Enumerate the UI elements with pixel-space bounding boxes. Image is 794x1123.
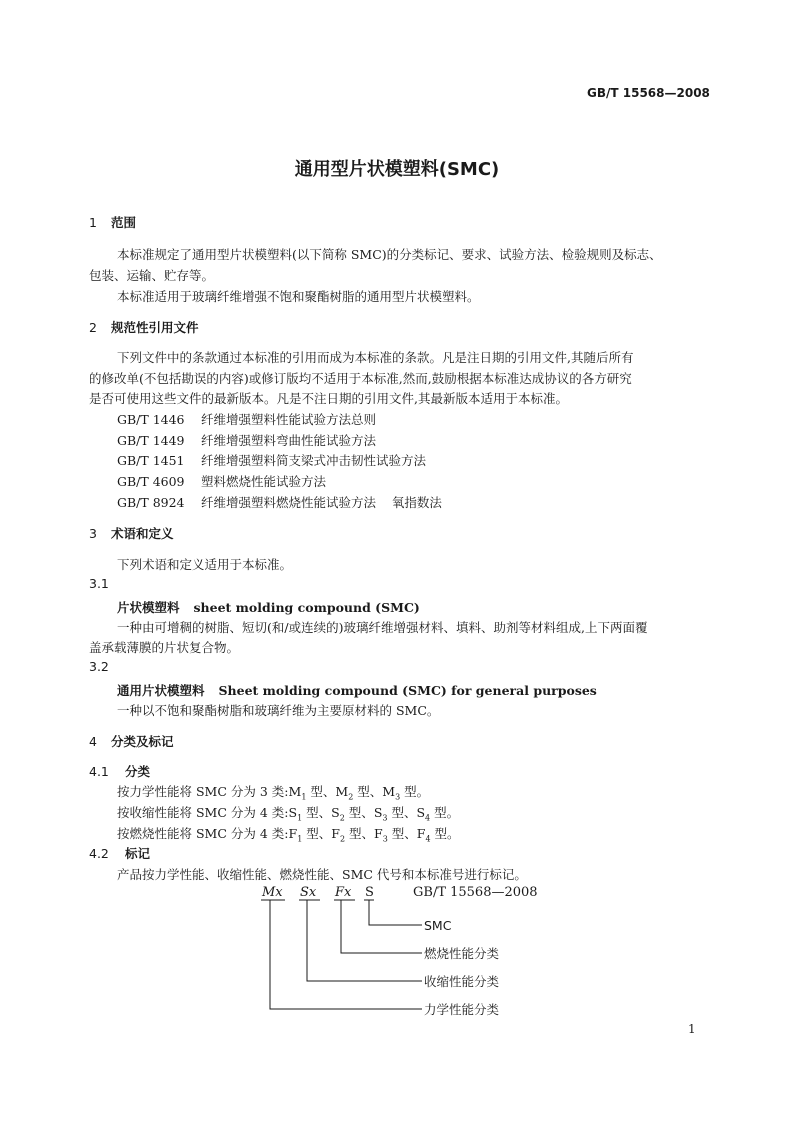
paragraph-line: 包装、运输、贮存等。 [89,268,215,283]
type-sep: 型、 [387,826,417,841]
term-number: 3.1 [89,576,109,591]
reference-title: 纤维增强塑料弯曲性能试验方法 [201,433,377,448]
type-letter: S [288,805,298,820]
type-letter: F [374,826,383,841]
code-s: Sx [300,885,317,900]
type-index: 1 [297,813,303,823]
type-sep: 型、 [306,784,336,799]
reference-title: 纤维增强塑料简支梁式冲击韧性试验方法 [201,453,427,468]
section-title: 分类 [125,764,151,779]
section-title: 分类及标记 [111,734,174,749]
reference-code: GB/T 8924 [117,495,185,510]
page-number: 1 [688,1022,696,1036]
label-fire: 燃烧性能分类 [424,946,500,961]
label-shrink: 收缩性能分类 [424,974,500,989]
type-index: 1 [301,792,307,802]
type-letter: S [373,805,383,820]
reference-title: 纤维增强塑料燃烧性能试验方法 氧指数法 [201,495,442,510]
type-index: 2 [348,792,354,802]
diagram-standard: GB/T 15568—2008 [413,885,538,900]
type-index: 3 [382,813,388,823]
paragraph-line: 的修改单(不包括勘误的内容)或修订版均不适用于本标准,然而,鼓励根据本标准达成协议的各方研究 [89,371,632,386]
paragraph-line: 下列术语和定义适用于本标准。 [117,557,293,572]
type-index: 2 [339,813,345,823]
type-sep: 型、 [302,805,332,820]
section-number: 3 [89,526,97,541]
paragraph-line: 产品按力学性能、收缩性能、燃烧性能、SMC 代号和本标准号进行标记。 [117,867,527,882]
leader-fire [341,900,422,953]
type-sep: 型。 [400,784,430,799]
section-number: 4.1 [89,764,109,779]
type-index: 3 [395,792,401,802]
section-title: 规范性引用文件 [111,320,199,335]
paragraph-line: 本标准适用于玻璃纤维增强不饱和聚酯树脂的通用型片状模塑料。 [117,289,480,304]
classification-prefix: 按收缩性能将 SMC 分为 4 类: [117,805,289,820]
type-sep: 型。 [430,805,460,820]
paragraph-line: 本标准规定了通用型片状模塑料(以下简称 SMC)的分类标记、要求、试验方法、检验规则及标志、 [117,247,662,262]
type-sep: 型、 [387,805,417,820]
paragraph-line: 下列文件中的条款通过本标准的引用而成为本标准的条款。凡是注日期的引用文件,其随后所有 [117,350,634,365]
term-english: sheet molding compound (SMC) [193,600,420,615]
section-title: 术语和定义 [111,526,174,541]
type-index: 2 [339,834,346,844]
type-sep: 型、 [345,826,375,841]
type-letter: M [382,784,396,799]
type-letter: M [288,784,302,799]
section-number: 2 [89,320,97,335]
term-chinese: 片状模塑料 [117,600,180,615]
type-letter: F [288,826,298,841]
reference-code: GB/T 4609 [117,474,185,489]
code-smc: S [365,885,374,900]
section-number: 1 [89,215,97,230]
type-sep: 型、 [353,784,383,799]
label-mech: 力学性能分类 [424,1002,500,1017]
section-number: 4 [89,734,97,749]
type-index: 4 [425,834,431,844]
paragraph-line: 一种以不饱和聚酯树脂和玻璃纤维为主要原材料的 SMC。 [117,703,440,718]
type-letter: S [331,805,340,820]
section-number: 4.2 [89,846,109,861]
classification-prefix: 按力学性能将 SMC 分为 3 类: [117,784,289,799]
type-sep: 型、 [344,805,374,820]
code-f: Fx [335,885,352,900]
reference-code: GB/T 1446 [117,412,185,427]
type-letter: M [335,784,349,799]
standard-number: GB/T 15568—2008 [587,86,710,100]
type-letter: F [331,826,340,841]
leader-mech [270,900,422,1009]
reference-title: 塑料燃烧性能试验方法 [201,474,327,489]
type-index: 4 [425,813,431,823]
type-sep: 型、 [302,826,332,841]
page-title: 通用型片状模塑料(SMC) [294,159,500,180]
type-letter: F [416,826,426,841]
leader-shrink [307,900,422,981]
code-m: Mx [262,885,283,900]
label-smc: SMC [424,918,452,933]
paragraph-line: 一种由可增稠的树脂、短切(和/或连续的)玻璃纤维增强材料、填料、助剂等材料组成,上下两面覆 [117,620,648,635]
type-sep: 型。 [430,826,460,841]
type-index: 1 [297,834,303,844]
reference-title: 纤维增强塑料性能试验方法总则 [201,412,377,427]
type-index: 3 [382,834,388,844]
leader-smc [369,900,422,925]
paragraph-line: 盖承载薄膜的片状复合物。 [89,640,240,655]
term-english: Sheet molding compound (SMC) for general purposes [218,683,597,698]
section-title: 范围 [111,215,137,230]
classification-prefix: 按燃烧性能将 SMC 分为 4 类: [117,826,289,841]
reference-code: GB/T 1449 [117,433,185,448]
section-title: 标记 [125,846,151,861]
paragraph-line: 是否可使用这些文件的最新版本。凡是不注日期的引用文件,其最新版本适用于本标准。 [89,391,568,406]
term-number: 3.2 [89,659,109,674]
term-chinese: 通用片状模塑料 [117,683,205,698]
type-letter: S [416,805,426,820]
reference-code: GB/T 1451 [117,453,185,468]
